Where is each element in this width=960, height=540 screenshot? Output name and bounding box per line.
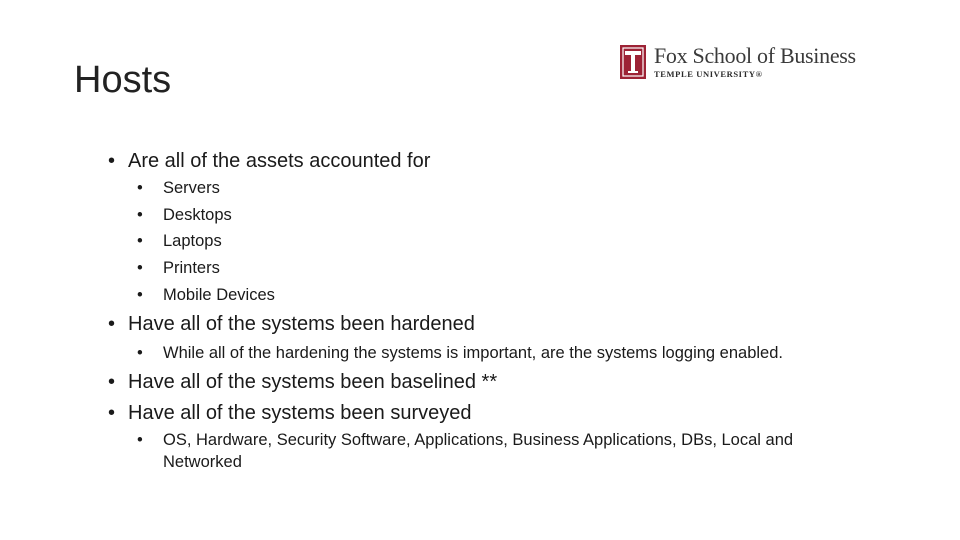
slide-title: Hosts [74,59,172,101]
sub-bullet-text: Printers [163,259,220,277]
bullet-text: Have all of the systems been surveyed [128,402,472,424]
sub-bullet-item [137,429,867,473]
bullet-dot: • [137,232,143,250]
bullet-text: Are all of the assets accounted for [128,150,431,172]
bullet-dot: • [108,150,116,172]
bullet-dot: • [137,179,143,197]
bullet-dot: • [108,313,116,335]
bullet-dot: • [137,344,143,362]
bullet-dot: • [137,431,143,449]
bullet-dot: • [137,206,143,224]
bullet-text: Have all of the systems been hardened [128,313,475,335]
sub-bullet-item [137,257,220,279]
sub-bullet-text: Servers [163,179,220,197]
bullet-dot: • [137,286,143,304]
sub-bullet-item [137,230,222,252]
bullet-item [108,312,475,336]
bullet-text: Have all of the systems been baselined ** [128,371,498,393]
sub-bullet-item [137,284,275,306]
logo-subtitle: TEMPLE UNIVERSITY® [654,69,763,79]
sub-bullet-text: Laptops [163,232,222,250]
fox-school-logo [620,44,856,80]
bullet-dot: • [137,259,143,277]
bullet-dot: • [108,402,116,424]
sub-bullet-text: Desktops [163,206,232,224]
sub-bullet-text: Mobile Devices [163,286,275,304]
sub-bullet-text: While all of the hardening the systems is important, are the systems logging enabled. [163,344,783,362]
bullet-item [108,149,430,173]
bullet-dot: • [108,371,116,393]
sub-bullet-item [137,177,220,199]
logo-wordmark [654,45,856,79]
sub-bullet-text: OS, Hardware, Security Software, Applications, Business Applications, DBs, Local and Networked [163,431,794,471]
temple-t-icon [620,45,646,79]
bullet-item [108,370,497,394]
logo-name: Fox School of Business [654,43,856,68]
sub-bullet-item [137,342,917,364]
bullet-item [108,401,472,425]
sub-bullet-item [137,204,232,226]
